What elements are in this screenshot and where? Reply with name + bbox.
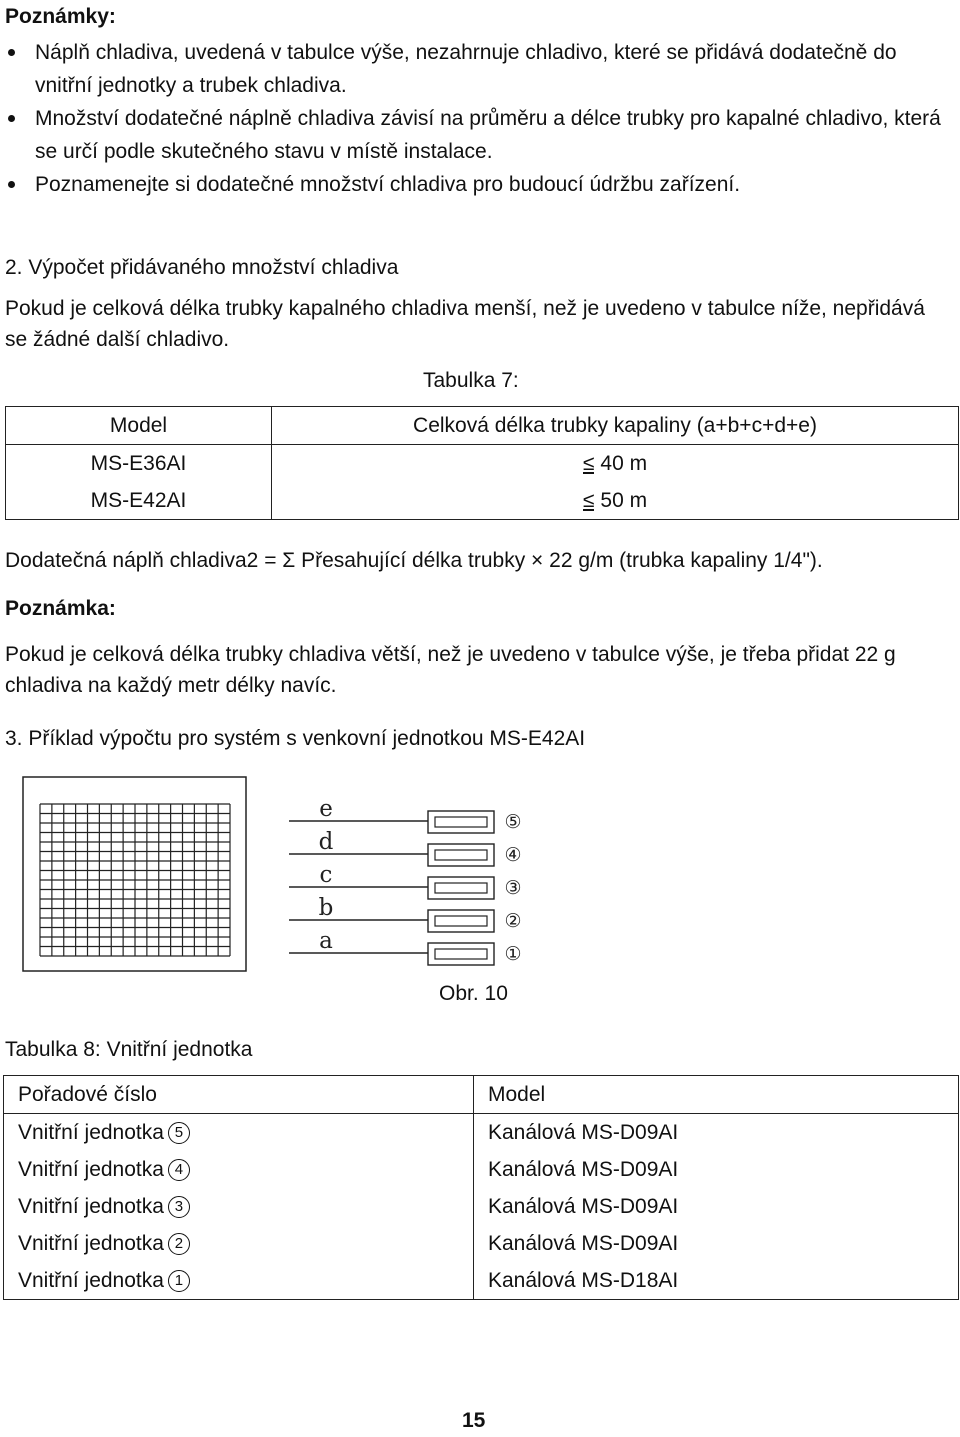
bullet-icon <box>8 181 15 188</box>
indoor-unit-icon <box>428 811 494 833</box>
pipe-label: e <box>319 796 333 822</box>
pipe-label: b <box>318 895 334 921</box>
indoor-unit-icon <box>428 910 494 932</box>
table7-model: MS-E42AI <box>6 482 272 520</box>
unit-number-label: ④ <box>504 844 522 866</box>
table8-unit <box>4 1188 474 1225</box>
formula-text: Dodatečná náplň chladiva2 = Σ Přesahující délka trubky × 22 g/m (trubka kapaliny 1/4"). <box>5 549 823 572</box>
table-row <box>4 1225 959 1262</box>
unit-number-badge: 2 <box>168 1233 190 1255</box>
table7-length-cell <box>272 482 959 520</box>
note-text: Náplň chladiva, uvedená v tabulce výše, nezahrnuje chladivo, které se přidává dodatečně do vnitřní jednotky a trubek chladiva. <box>35 41 897 97</box>
unit-name: Vnitřní jednotka <box>18 1120 164 1144</box>
table-row <box>4 1262 959 1300</box>
section3-heading: 3. Příklad výpočtu pro systém s venkovní jednotkou MS-E42AI <box>5 727 586 750</box>
outdoor-unit <box>23 777 246 971</box>
note-item <box>0 168 955 201</box>
table8-unit <box>4 1225 474 1262</box>
unit-name: Vnitřní jednotka <box>18 1157 164 1181</box>
table7 <box>5 406 959 520</box>
table7-length: 40 m <box>600 451 648 475</box>
table7-model: MS-E36AI <box>6 445 272 483</box>
table8-model: Kanálová MS-D09AI <box>474 1151 959 1188</box>
table8-header-model: Model <box>474 1076 959 1114</box>
table8-unit <box>4 1114 474 1152</box>
table7-caption: Tabulka 7: <box>423 369 519 392</box>
indoor-units <box>428 811 522 965</box>
note-item <box>0 36 955 102</box>
table-row <box>6 445 959 483</box>
note-text: Množství dodatečné náplně chladiva závisí na průměru a délce trubky pro kapalné chladivo, která se určí podle skutečného stavu v místě instalace. <box>35 107 941 163</box>
unit-number-badge: 4 <box>168 1159 190 1181</box>
table7-header-row <box>6 407 959 445</box>
unit-number-badge: 1 <box>168 1270 190 1292</box>
leq-symbol: ≤ <box>582 488 595 512</box>
unit-number-label: ⑤ <box>504 811 522 833</box>
note-heading: Poznámka: <box>5 597 116 620</box>
page-number: 15 <box>462 1409 486 1432</box>
table8-model: Kanálová MS-D09AI <box>474 1114 959 1152</box>
unit-name: Vnitřní jednotka <box>18 1194 164 1218</box>
unit-name: Vnitřní jednotka <box>18 1231 164 1255</box>
bullet-icon <box>8 115 15 122</box>
table7-length-cell <box>272 445 959 483</box>
note-text: Poznamenejte si dodatečné množství chladiva pro budoucí údržbu zařízení. <box>35 173 741 196</box>
section2-text: Pokud je celková délka trubky kapalného chladiva menší, než je uvedeno v tabulce níže, nepřidává se žádné další chladivo. <box>5 297 925 351</box>
table7-header-length: Celková délka trubky kapaliny (a+b+c+d+e) <box>272 407 959 445</box>
unit-number-label: ③ <box>504 877 522 899</box>
table-row <box>4 1188 959 1225</box>
indoor-unit-icon <box>428 877 494 899</box>
unit-number-label: ① <box>504 943 522 965</box>
table-row <box>4 1151 959 1188</box>
figure-caption: Obr. 10 <box>439 982 508 1005</box>
table-row <box>6 482 959 520</box>
note-item <box>0 102 955 168</box>
leq-symbol: ≤ <box>582 451 595 475</box>
table8-model: Kanálová MS-D18AI <box>474 1262 959 1300</box>
unit-name: Vnitřní jednotka <box>18 1268 164 1292</box>
indoor-unit-icon <box>428 844 494 866</box>
pipe-label: d <box>318 829 334 855</box>
notes-heading: Poznámky: <box>5 5 116 28</box>
pipe-label: c <box>319 862 333 888</box>
table8-unit <box>4 1262 474 1300</box>
table8-model: Kanálová MS-D09AI <box>474 1225 959 1262</box>
figure-system-diagram <box>0 760 960 990</box>
unit-number-badge: 3 <box>168 1196 190 1218</box>
unit-number-label: ② <box>504 910 522 932</box>
table8-unit <box>4 1151 474 1188</box>
table8 <box>3 1075 959 1300</box>
unit-number-badge: 5 <box>168 1122 190 1144</box>
indoor-unit-icon <box>428 943 494 965</box>
section2-heading: 2. Výpočet přidávaného množství chladiva <box>5 256 399 279</box>
note-text: Pokud je celková délka trubky chladiva větší, než je uvedeno v tabulce výše, je třeba přidat 22 g chladiva na každý metr délky navíc. <box>5 643 896 697</box>
pipes <box>289 796 428 954</box>
table8-header-number: Pořadové číslo <box>4 1076 474 1114</box>
table7-length: 50 m <box>600 488 648 512</box>
table8-header-row <box>4 1076 959 1114</box>
table7-header-model: Model <box>6 407 272 445</box>
table8-model: Kanálová MS-D09AI <box>474 1188 959 1225</box>
bullet-icon <box>8 49 15 56</box>
pipe-label: a <box>319 928 333 954</box>
table-row <box>4 1114 959 1152</box>
table8-caption: Tabulka 8: Vnitřní jednotka <box>5 1038 253 1061</box>
notes-list <box>0 36 955 201</box>
